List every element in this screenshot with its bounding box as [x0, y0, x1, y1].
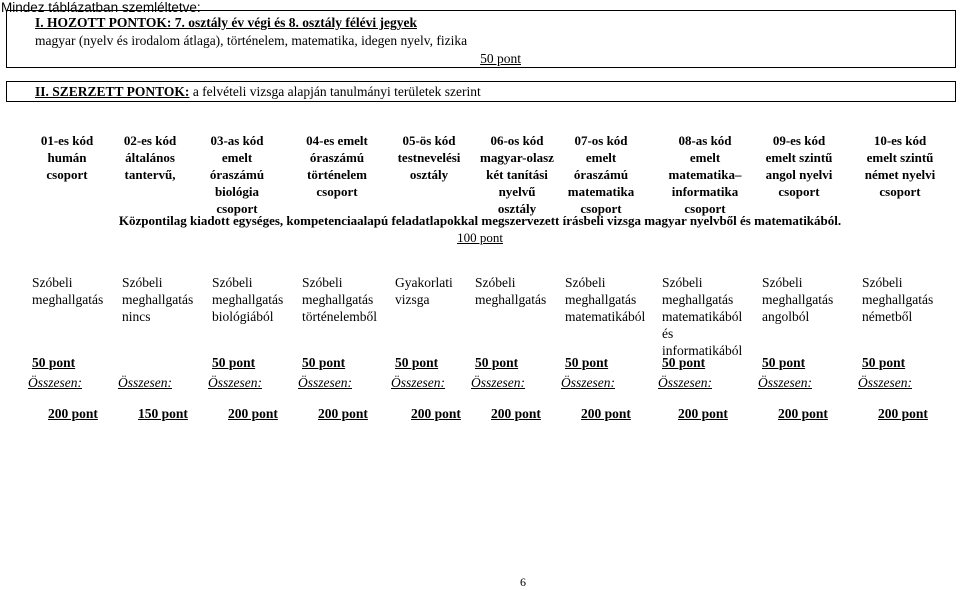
group-oral-line: meghallgatás [565, 292, 637, 307]
group-header [469, 132, 565, 217]
group-oral-line: meghallgatás [862, 292, 934, 307]
group-total: 200 pont [411, 406, 461, 421]
group-total: 200 pont [48, 406, 98, 421]
group-header-line: csoport [316, 184, 358, 199]
group-header-line: óraszámú [309, 150, 365, 165]
group-sum-label: Összesen: [208, 375, 262, 390]
group-header-line: két tanítási [486, 167, 548, 182]
group-oral-line: Szóbeli [475, 275, 516, 290]
group-header-line: 09-es kód [772, 133, 826, 148]
group-header-line: 06-os kód [490, 133, 544, 148]
group-oral-exam [32, 274, 103, 308]
group-total: 200 pont [678, 406, 728, 421]
group-oral-points: 50 pont [395, 355, 439, 370]
group-oral-line: angolból [762, 309, 810, 324]
group-header-line: csoport [580, 201, 622, 216]
group-header-line: 08-as kód [678, 133, 732, 148]
group-oral-line: biológiából [212, 309, 274, 324]
group-oral-points: 50 pont [475, 355, 519, 370]
central-exam-text: Központilag kiadott egységes, kompetenciaalapú feladatlapokkal megszervezett írásbeli vizsga magyar nyelvből és matematikából. [118, 213, 842, 228]
group-header-line: tantervű, [124, 167, 176, 182]
group-header-line: német nyelvi [864, 167, 936, 182]
group-oral-line: történelemből [302, 309, 377, 324]
group-oral-line: Szóbeli [662, 275, 703, 290]
group-oral-points: 50 pont [762, 355, 806, 370]
group-header-line: csoport [46, 167, 88, 182]
group-oral-exam [475, 274, 546, 308]
group-header-line: nyelvű [498, 184, 536, 199]
group-oral-line: Szóbeli [862, 275, 903, 290]
group-header-line: 02-es kód [123, 133, 177, 148]
group-header-line: óraszámú [209, 167, 265, 182]
group-oral-line: meghallgatás [212, 292, 284, 307]
central-exam-points: 100 pont [457, 230, 503, 245]
group-header [102, 132, 198, 183]
group-sum-label: Összesen: [858, 375, 912, 390]
group-oral-line: nincs [122, 309, 151, 324]
group-header-line: emelt [221, 150, 253, 165]
group-total: 200 pont [228, 406, 278, 421]
group-oral-points: 50 pont [32, 355, 76, 370]
group-oral-line: matematikából [565, 309, 646, 324]
page-number: 6 [520, 575, 526, 589]
group-total: 200 pont [581, 406, 631, 421]
group-oral-line: meghallgatás [122, 292, 194, 307]
group-header-line: informatika [671, 184, 739, 199]
group-header-line: csoport [684, 201, 726, 216]
group-oral-points: 50 pont [565, 355, 609, 370]
group-sum-label: Összesen: [298, 375, 352, 390]
group-oral-points: 50 pont [212, 355, 256, 370]
group-oral-points: 50 pont [302, 355, 346, 370]
group-header-line: csoport [778, 184, 820, 199]
group-oral-line: meghallgatás [32, 292, 104, 307]
section2-title-rest: a felvételi vizsga alapján tanulmányi területek szerint [189, 84, 481, 99]
group-header-line: 05-ös kód [402, 133, 456, 148]
group-oral-line: meghallgatás [302, 292, 374, 307]
group-header-line: csoport [216, 201, 258, 216]
group-total: 200 pont [491, 406, 541, 421]
group-header [657, 132, 753, 217]
group-oral-points: 50 pont [862, 355, 906, 370]
group-header-line: magyar-olasz [480, 150, 554, 165]
group-header-line: angol nyelvi [765, 167, 833, 182]
group-oral-line: Szóbeli [302, 275, 343, 290]
intro-text: Mindez táblázatban szemléltetve: [1, 0, 201, 15]
group-header-line: osztály [409, 167, 449, 182]
group-sum-label: Összesen: [471, 375, 525, 390]
group-sum-label: Összesen: [118, 375, 172, 390]
group-header-line: 04-es emelt [306, 133, 368, 148]
group-oral-line: meghallgatás [475, 292, 547, 307]
group-oral-exam [395, 274, 453, 308]
group-header-line: emelt [585, 150, 617, 165]
group-oral-line: németből [862, 309, 913, 324]
group-oral-line: és [662, 326, 674, 341]
group-total: 200 pont [778, 406, 828, 421]
section1-points: 50 pont [480, 51, 521, 66]
group-header-line: matematika [567, 184, 635, 199]
group-total: 200 pont [318, 406, 368, 421]
group-header [553, 132, 649, 217]
group-oral-exam [662, 274, 742, 359]
group-header-line: emelt szintű [765, 150, 833, 165]
group-oral-exam [762, 274, 833, 325]
group-sum-label: Összesen: [758, 375, 812, 390]
group-oral-line: Gyakorlati [395, 275, 453, 290]
section-szerzett-pontok [6, 81, 956, 102]
group-sum-label: Összesen: [561, 375, 615, 390]
group-header-line: csoport [879, 184, 921, 199]
group-header-line: történelem [307, 167, 367, 182]
group-oral-line: matematikából [662, 309, 743, 324]
group-header-line: általános [125, 150, 175, 165]
group-oral-line: Szóbeli [762, 275, 803, 290]
group-header-line: matematika– [668, 167, 742, 182]
group-oral-exam [862, 274, 933, 325]
group-header-line: 07-os kód [574, 133, 628, 148]
group-sum-label: Összesen: [28, 375, 82, 390]
group-header-line: 01-es kód [40, 133, 94, 148]
group-sum-label: Összesen: [658, 375, 712, 390]
section2-title [35, 84, 481, 100]
group-header-line: osztály [497, 201, 537, 216]
group-header-line: óraszámú [573, 167, 629, 182]
group-oral-exam [302, 274, 377, 325]
group-header [289, 132, 385, 200]
section2-title-prefix: II. SZERZETT PONTOK: [35, 84, 190, 99]
group-header-line: 10-es kód [873, 133, 927, 148]
group-header [189, 132, 285, 217]
group-header-line: humán [47, 150, 87, 165]
section-hozott-pontok [6, 10, 956, 68]
group-oral-exam [122, 274, 193, 325]
group-oral-points: 50 pont [662, 355, 706, 370]
group-header [852, 132, 948, 200]
group-oral-line: Szóbeli [565, 275, 606, 290]
group-total: 200 pont [878, 406, 928, 421]
group-oral-line: meghallgatás [762, 292, 834, 307]
section1-title: I. HOZOTT PONTOK: 7. osztály év végi és 8. osztály félévi jegyek [35, 15, 417, 30]
group-header-line: biológia [214, 184, 260, 199]
group-oral-line: Szóbeli [122, 275, 163, 290]
group-header-line: emelt [689, 150, 721, 165]
section1-subtitle: magyar (nyelv és irodalom átlaga), történelem, matematika, idegen nyelv, fizika [35, 33, 468, 48]
group-oral-line: vizsga [395, 292, 430, 307]
group-oral-line: informatikából [662, 343, 743, 358]
group-total: 150 pont [138, 406, 188, 421]
group-sum-label: Összesen: [391, 375, 445, 390]
group-header-line: testnevelési [397, 150, 461, 165]
group-oral-line: meghallgatás [662, 292, 734, 307]
group-header-line: 03-as kód [210, 133, 264, 148]
central-exam [0, 212, 960, 246]
group-header [381, 132, 477, 183]
group-oral-exam [565, 274, 645, 325]
group-header [19, 132, 115, 183]
group-oral-exam [212, 274, 283, 325]
group-header [751, 132, 847, 200]
group-header-line: emelt szintű [866, 150, 934, 165]
group-oral-line: Szóbeli [212, 275, 253, 290]
group-oral-line: Szóbeli [32, 275, 73, 290]
